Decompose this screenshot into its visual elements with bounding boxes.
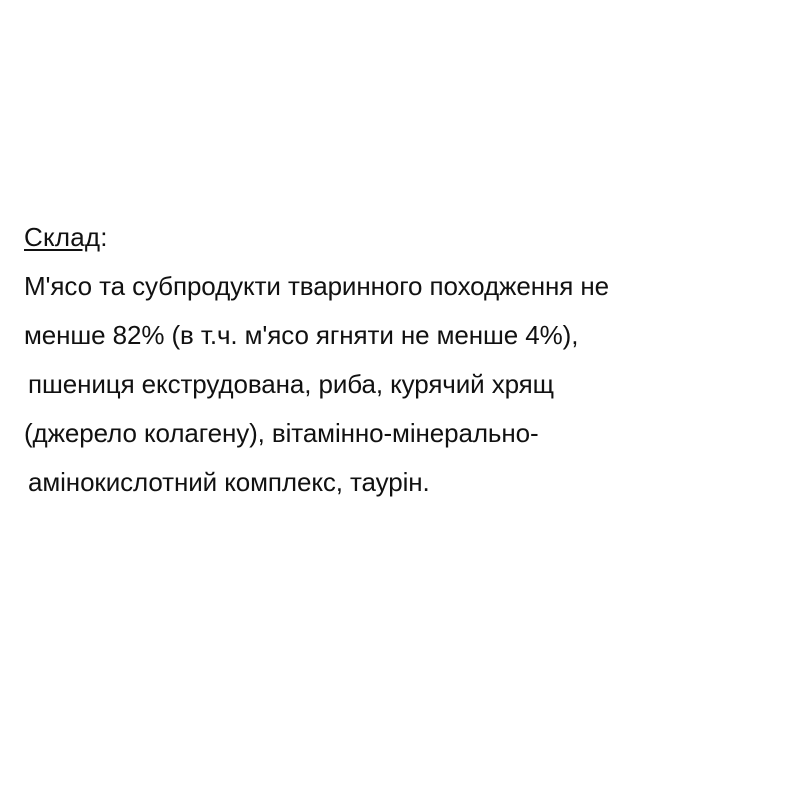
ingredients-line: амінокислотний комплекс, таурін.: [28, 467, 430, 497]
ingredients-line: менше 82% (в т.ч. м'ясо ягняти не менше 4%),: [24, 320, 579, 350]
ingredients-heading-label: Склад: [24, 222, 101, 252]
ingredients-heading-separator: :: [100, 222, 108, 252]
ingredients-heading: [24, 212, 784, 262]
ingredients-block: [24, 212, 784, 507]
ingredients-line: пшениця екструдована, риба, курячий хрящ: [28, 369, 554, 399]
ingredients-line: (джерело колагену), вітамінно-мінерально-: [24, 418, 539, 448]
ingredients-line: М'ясо та субпродукти тваринного походження не: [24, 271, 609, 301]
